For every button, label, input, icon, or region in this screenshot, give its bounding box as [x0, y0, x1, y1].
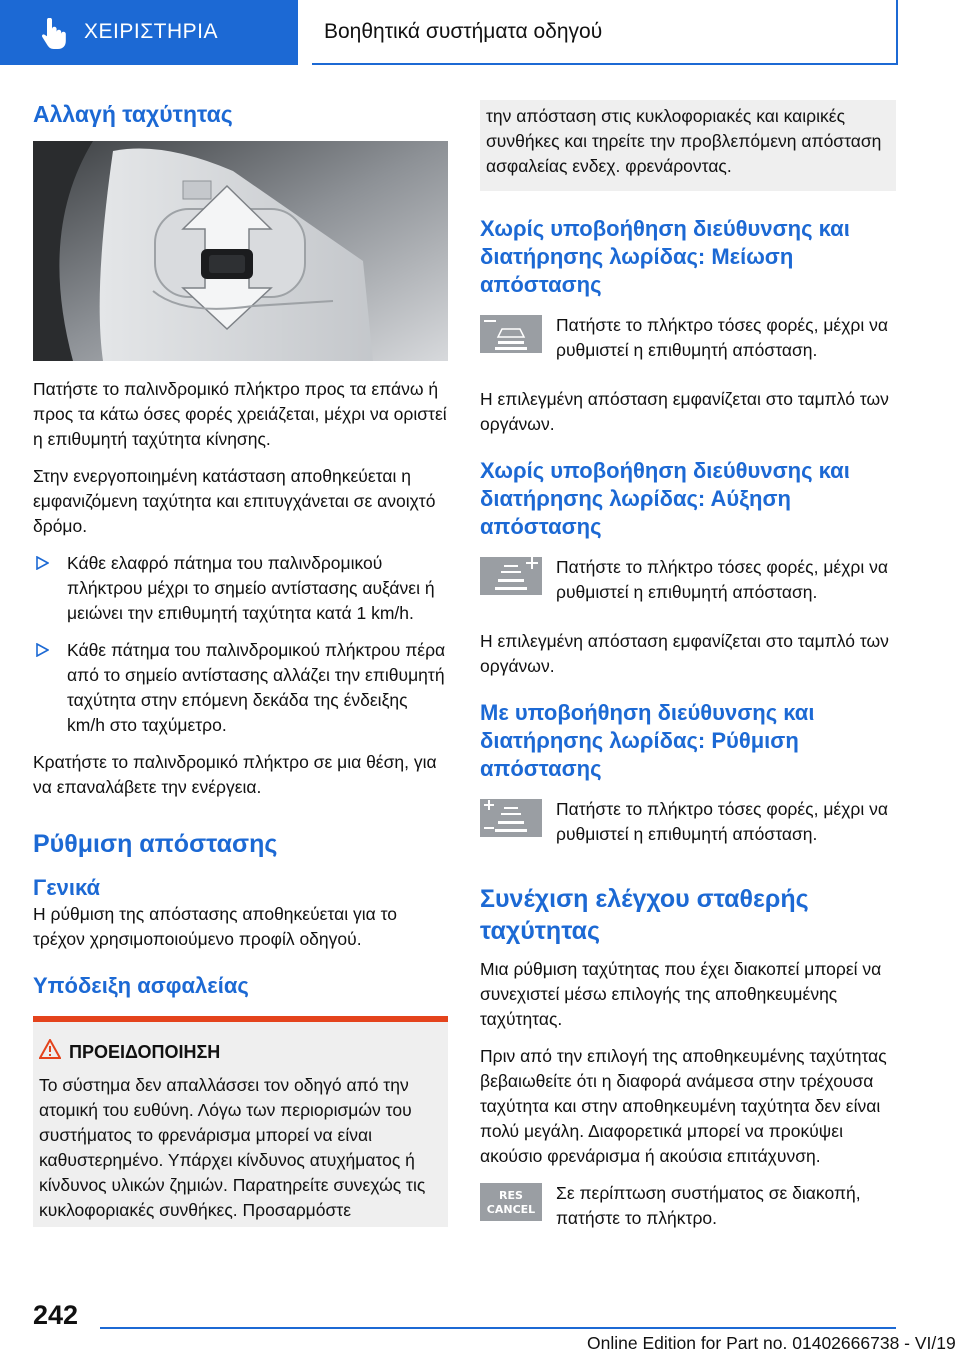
- distance-increase-button-icon[interactable]: [480, 557, 542, 595]
- paragraph-resume-1: Μια ρύθμιση ταχύτητας που έχει διακοπεί μπορεί να συνεχιστεί μέσω επιλογής της αποθηκευμένης ταχύτητας.: [480, 959, 882, 1029]
- list-item-bullet-2: Κάθε πάτημα του παλινδρομικού πλήκτρου πέρα από το σημείο αντίστασης αλλάζει την επιθυμητή ταχύτητα στην επόμενη δεκάδα της ένδειξης km/h στο ταχύμετρο.: [33, 638, 448, 738]
- section-header: [312, 0, 898, 65]
- chapter-tab[interactable]: [0, 0, 298, 65]
- adjust-distance-row: [480, 797, 896, 857]
- hand-pointer-icon: [38, 18, 68, 50]
- section-title: Βοηθητικά συστήματα οδηγού: [324, 20, 603, 43]
- warning-box: [33, 1022, 448, 1227]
- paragraph-stored-speed: Στην ενεργοποιημένη κατάσταση αποθηκεύεται η εμφανιζόμενη ταχύτητα και επιτυγχάνεται σε ανοιχτό δρόμο.: [33, 466, 436, 536]
- warning-title: ΠΡΟΕΙΔΟΠΟΙΗΣΗ: [69, 1042, 221, 1062]
- warning-text: Το σύστημα δεν απαλλάσσει τον οδηγό από την ατομική του ευθύνη. Λόγω των περιορισμών του συστήματος το φρενάρισμα μπορεί να είναι καθυστερημένο. Υπάρχει κίνδυνος ατυχήματος ή κίνδυνος υλικών ζημιών. Παρατηρείτε συνεχώς τις κυκλοφοριακές συνθήκες. Προσαρμόστε: [39, 1075, 426, 1220]
- svg-text:RES: RES: [499, 1189, 523, 1202]
- svg-text:CANCEL: CANCEL: [486, 1203, 536, 1216]
- heading-decrease-distance: Χωρίς υποβοήθηση διεύθυνσης και διατήρησης λωρίδας: Μείωση απόστασης: [480, 216, 850, 297]
- list-item-bullet-1: Κάθε ελαφρό πάτημα του παλινδρομικού πλήκτρου μέχρι το σημείο αντίστασης αυξάνει ή μειώνει την επιθυμητή ταχύτητα κατά 1 km/h.: [33, 551, 448, 626]
- res-cancel-instruction: Σε περίπτωση συστήματος σε διακοπή, πατήστε το πλήκτρο.: [556, 1183, 861, 1228]
- heading-safety-note: Υπόδειξη ασφαλείας: [33, 973, 249, 998]
- footer-edition: Online Edition for Part no. 01402666738 - VI/19: [587, 1333, 956, 1353]
- chapter-tab-label: ΧΕΙΡΙΣΤΗΡΙΑ: [84, 20, 219, 43]
- heading-speed-change: Αλλαγή ταχύτητας: [33, 101, 233, 127]
- page-number: 242: [33, 1300, 79, 1330]
- paragraph-press-rocker: Πατήστε το παλινδρομικό πλήκτρο προς τα επάνω ή προς τα κάτω όσες φορές χρειάζεται, μέχρι να οριστεί η επιθυμητή ταχύτητα κίνησης.: [33, 379, 447, 449]
- heading-increase-distance: Χωρίς υποβοήθηση διεύθυνσης και διατήρησης λωρίδας: Αύξηση απόστασης: [480, 458, 850, 539]
- paragraph-distance-profile: Η ρύθμιση της απόστασης αποθηκεύεται για το τρέχον χρησιμοποιούμενο προφίλ οδηγού.: [33, 904, 398, 949]
- res-cancel-row: [480, 1181, 896, 1241]
- distance-adjust-button-icon[interactable]: [480, 799, 542, 837]
- footer-divider: [100, 1327, 896, 1329]
- heading-resume-cruise: Συνέχιση ελέγχου σταθερής ταχύτητας: [480, 885, 809, 945]
- increase-instruction: Πατήστε το πλήκτρο τόσες φορές, μέχρι να ρυθμιστεί η επιθυμητή απόσταση.: [556, 557, 888, 602]
- triangle-bullet-icon: [35, 556, 49, 570]
- heading-general: Γενικά: [33, 875, 101, 900]
- right-column: [480, 100, 896, 1255]
- heading-adjust-distance: Με υποβοήθηση διεύθυνσης και διατήρησης λωρίδας: Ρύθμιση απόστασης: [480, 700, 815, 781]
- warning-triangle-icon: [39, 1039, 61, 1059]
- warning-text-continued: την απόσταση στις κυκλοφοριακές και καιρικές συνθήκες και τηρείτε την προβλεπόμενη απόσταση ασφαλείας ενδεχ. φρενάροντας.: [486, 106, 882, 176]
- left-column: [33, 100, 448, 1227]
- increase-distance-row: [480, 555, 896, 615]
- triangle-bullet-icon: [35, 643, 49, 657]
- steering-wheel-rocker-switch-photo: [33, 141, 448, 361]
- res-cancel-button-icon[interactable]: [480, 1183, 542, 1221]
- paragraph-resume-2: Πριν από την επιλογή της αποθηκευμένης ταχύτητας βεβαιωθείτε ότι η διαφορά ανάμεσα στην τρέχουσα ταχύτητα και στην αποθηκευμένη ταχύτητα δεν είναι πολύ μεγάλη. Διαφορετικά μπορεί να προκύψει ακούσιο φρενάρισμα ή ακούσια επιτάχυνση.: [480, 1046, 887, 1166]
- decrease-instruction: Πατήστε το πλήκτρο τόσες φορές, μέχρι να ρυθμιστεί η επιθυμητή απόσταση.: [556, 315, 888, 360]
- heading-distance-setting: Ρύθμιση απόστασης: [33, 830, 278, 858]
- increase-display-text: Η επιλεγμένη απόσταση εμφανίζεται στο ταμπλό των οργάνων.: [480, 631, 889, 676]
- distance-decrease-button-icon[interactable]: [480, 315, 542, 353]
- warning-box-continued: [480, 100, 896, 191]
- paragraph-hold-rocker: Κρατήστε το παλινδρομικό πλήκτρο σε μια θέση, για να επαναλάβετε την ενέργεια.: [33, 752, 437, 797]
- decrease-display-text: Η επιλεγμένη απόσταση εμφανίζεται στο ταμπλό των οργάνων.: [480, 389, 889, 434]
- decrease-distance-row: [480, 313, 896, 373]
- adjust-instruction: Πατήστε το πλήκτρο τόσες φορές, μέχρι να ρυθμιστεί η επιθυμητή απόσταση.: [556, 799, 888, 844]
- warning-heading: [39, 1040, 438, 1065]
